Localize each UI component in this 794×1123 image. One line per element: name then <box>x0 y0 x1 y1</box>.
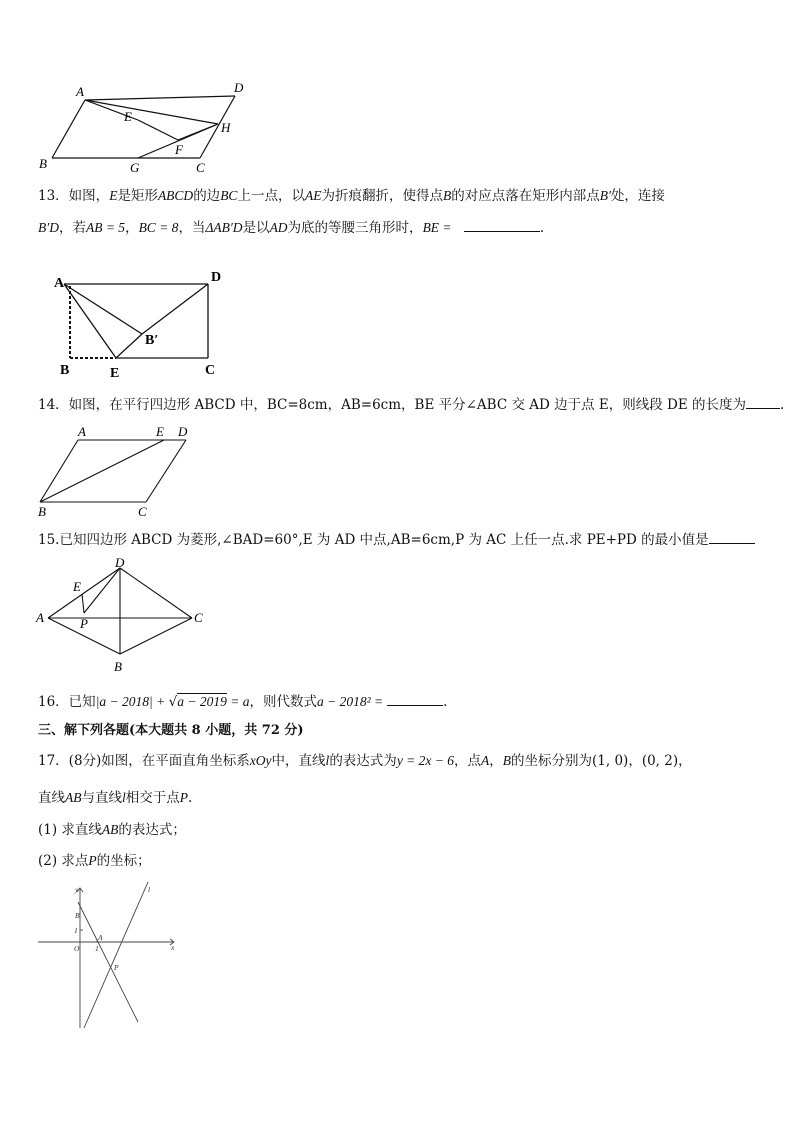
segment-PD <box>84 568 120 613</box>
q13-math: E <box>109 188 118 203</box>
q17-text: ， <box>678 753 692 769</box>
label-y: y <box>75 885 79 894</box>
question-15 <box>38 530 755 549</box>
q13-math: AB = 5 <box>85 220 126 235</box>
segment-PE <box>82 594 84 613</box>
q17-text: . <box>188 790 193 806</box>
question-14 <box>38 395 784 414</box>
label-D: D <box>115 555 125 570</box>
q13-math: BC <box>220 188 238 203</box>
figure-q15 <box>30 554 220 678</box>
question-17-line-1 <box>38 752 692 770</box>
q17-math: y = 2x − 6 <box>396 753 455 768</box>
q13-text: 处，连接 <box>610 188 665 204</box>
section-3-title: 三、解下列各题(本大题共 8 小题，共 72 分) <box>38 723 304 738</box>
q17-math: l <box>325 753 330 768</box>
q17-math: l <box>122 790 126 805</box>
q17-math: P <box>179 790 189 805</box>
q13-text: 13．如图， <box>38 188 110 204</box>
label-C: C <box>205 363 216 378</box>
q16-radicand: a − 2019 <box>177 694 227 709</box>
label-D: D <box>178 424 188 439</box>
q13-math: BC = 8 <box>138 220 179 235</box>
q17-text: ， <box>489 753 503 769</box>
q17-text: (1) 求直线 <box>38 822 102 838</box>
q13-math: B <box>442 188 452 203</box>
q17-math: AB <box>101 822 119 837</box>
segment-DC <box>120 568 192 618</box>
segment-AH <box>85 100 218 124</box>
segment-EF <box>138 120 178 140</box>
q13-text: 为底的等腰三角形时， <box>287 220 423 236</box>
answer-blank-13[interactable] <box>464 218 540 232</box>
label-B: B <box>114 659 122 674</box>
figure-q12 <box>30 78 270 178</box>
q17-text: 的坐标； <box>96 853 151 869</box>
question-17-line-2 <box>38 789 192 807</box>
q16-text: ，则代数式 <box>249 694 317 710</box>
label-E: E <box>110 366 120 381</box>
q17-text: 与直线 <box>81 790 122 806</box>
question-16 <box>38 692 447 711</box>
segment-CB <box>120 618 192 654</box>
q14-text: . <box>780 397 785 413</box>
q13-math: B′D <box>38 220 59 235</box>
label-C: C <box>138 504 147 519</box>
label-one-y: 1 <box>74 926 78 935</box>
q14-text: 14．如图，在平行四边形 ABCD 中，BC=8cm，AB=6cm，BE 平分∠ABC 交 AD 边于点 E，则线段 DE 的长度为 <box>38 397 747 413</box>
label-A: A <box>76 84 84 99</box>
line-AB <box>78 902 138 1022</box>
label-B-prime: B′ <box>145 333 159 348</box>
segment-AD <box>85 96 235 100</box>
q17-text: ，点 <box>454 753 482 769</box>
q17-math: xOy <box>249 753 272 768</box>
segment-B-prime-D <box>142 284 208 334</box>
q17-text: ， <box>628 753 642 769</box>
label-F: F <box>175 142 183 157</box>
q13-text: 是矩形 <box>117 188 158 204</box>
label-A: A <box>98 933 103 942</box>
figure-q14 <box>32 422 202 520</box>
q13-math: AD <box>269 220 288 235</box>
question-17-sub-1 <box>38 821 186 839</box>
q17-math: (1, 0) <box>592 753 629 769</box>
segment-AB <box>52 100 85 158</box>
line-l <box>84 882 151 1028</box>
q15-text: 15.已知四边形 ABCD 为菱形,∠BAD=60°,E 为 AD 中点,AB=6cm,P 为 AC 上任一点.求 PE+PD 的最小值是 <box>38 532 709 548</box>
segment-EB-prime <box>116 334 142 358</box>
q17-math: (0, 2) <box>641 753 679 769</box>
figure-q17 <box>34 882 184 1032</box>
q13-text: 是以 <box>242 220 270 236</box>
label-B: B <box>75 911 80 920</box>
q17-text: 的表达式； <box>118 822 186 838</box>
label-P: P <box>114 963 119 972</box>
label-E: E <box>156 424 164 439</box>
label-B: B <box>39 156 47 171</box>
q16-text: . <box>443 694 448 710</box>
segment-DC <box>146 440 186 502</box>
q13-text: . <box>539 220 545 236</box>
q13-text: 为折痕翻折，使得点 <box>321 188 443 204</box>
q13-math: BE = <box>422 220 452 235</box>
question-13-line-2 <box>38 218 544 237</box>
q16-math: |a − 2018| + <box>95 694 169 709</box>
q17-math: AB <box>65 790 82 805</box>
q13-text: ，当 <box>178 220 206 236</box>
q17-text: 相交于点 <box>125 790 180 806</box>
answer-blank-14[interactable] <box>746 395 780 409</box>
label-E: E <box>73 579 81 594</box>
label-B: B <box>60 363 70 378</box>
q13-math: AE <box>304 188 322 203</box>
q13-math: ΔAB′D <box>205 220 243 235</box>
label-one-x: 1 <box>95 944 99 953</box>
figure-q13 <box>48 264 238 382</box>
segment-AB-prime <box>64 284 142 334</box>
label-C: C <box>194 610 203 625</box>
q17-text: (2) 求点 <box>38 853 89 869</box>
q13-math: B′ <box>599 188 611 203</box>
q13-math: ABCD <box>157 188 194 203</box>
sqrt-symbol: √ <box>168 694 178 710</box>
q17-text: 的坐标分别为 <box>511 753 593 769</box>
label-H: H <box>221 120 231 135</box>
q13-text: 的边 <box>193 188 221 204</box>
answer-blank-15[interactable] <box>709 530 755 544</box>
label-E: E <box>124 109 132 124</box>
label-x: x <box>171 943 175 952</box>
question-17-sub-2 <box>38 852 151 870</box>
segment-AE <box>64 284 116 358</box>
label-l: l <box>148 885 151 894</box>
label-G: G <box>130 160 140 175</box>
label-D: D <box>211 270 222 285</box>
q13-text: 的对应点落在矩形内部点 <box>451 188 600 204</box>
q13-text: ， <box>125 220 139 236</box>
question-13-line-1 <box>38 187 665 205</box>
q17-text: 直线 <box>38 790 65 806</box>
label-A: A <box>78 424 86 439</box>
answer-blank-16[interactable] <box>387 692 443 706</box>
label-B: B <box>38 504 46 519</box>
q17-text: 17．(8分)如图，在平面直角坐标系 <box>38 753 250 769</box>
q13-text: ，若 <box>58 220 86 236</box>
label-A: A <box>54 276 65 291</box>
q16-math: = a <box>226 694 250 709</box>
q13-text: 上一点，以 <box>237 188 305 204</box>
q17-math: A <box>481 753 490 768</box>
label-C: C <box>196 160 205 175</box>
q16-math: a − 2018² = <box>316 694 384 709</box>
q17-text: 中，直线 <box>271 753 326 769</box>
q17-math: B <box>502 753 512 768</box>
label-A: A <box>36 610 44 625</box>
q16-text: 16．已知 <box>38 694 96 710</box>
q17-text: 的表达式为 <box>329 753 397 769</box>
label-D: D <box>234 80 244 95</box>
q17-math: P <box>88 853 97 868</box>
label-O: O <box>74 944 80 953</box>
label-P: P <box>80 616 88 631</box>
